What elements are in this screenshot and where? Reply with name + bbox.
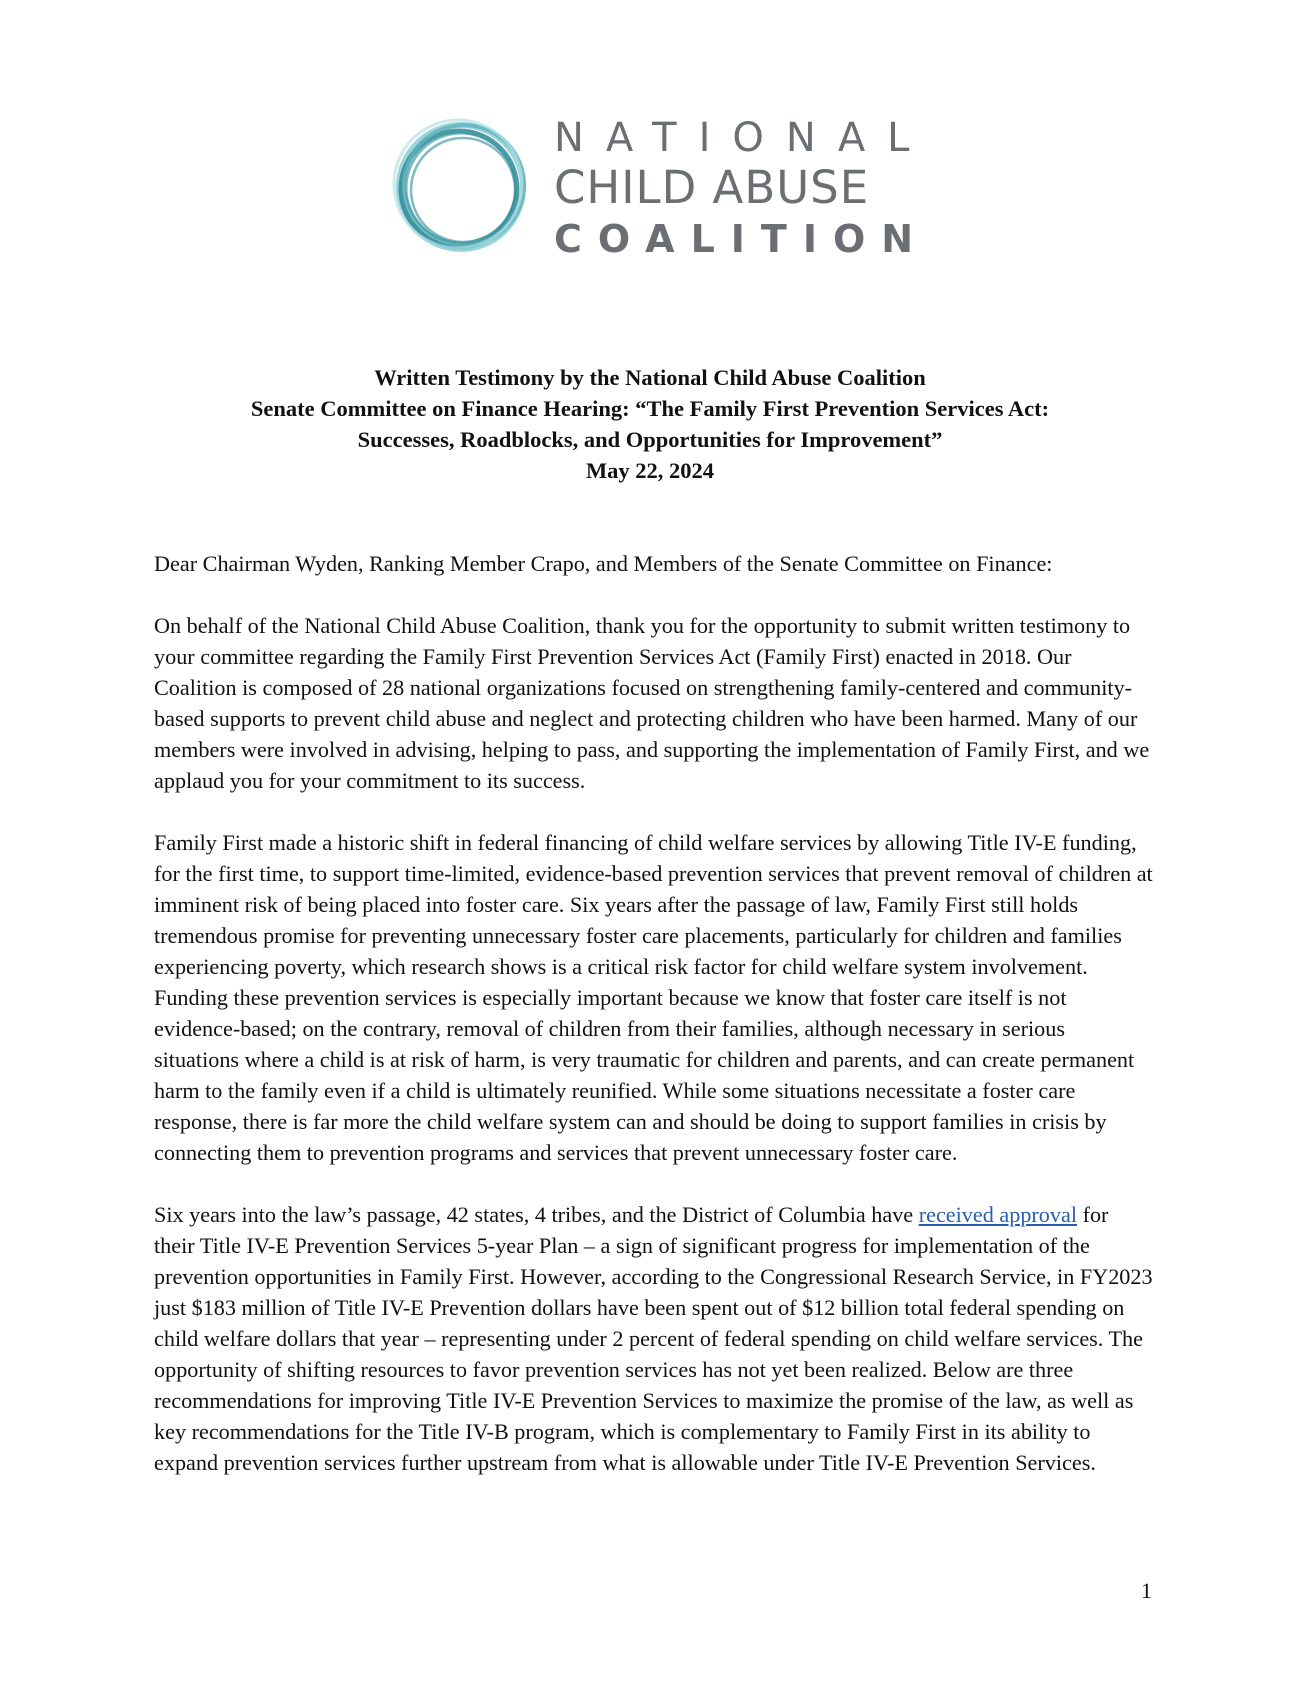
title-line-3: Successes, Roadblocks, and Opportunities for Improvement” bbox=[357, 427, 943, 452]
salutation: Dear Chairman Wyden, Ranking Member Crapo, and Members of the Senate Committee on Finance: bbox=[154, 551, 1053, 576]
page-number: 1 bbox=[1141, 1578, 1152, 1603]
document-body bbox=[154, 548, 1154, 1509]
paragraph-3-end: for their Title IV-E Prevention Services 5-year Plan – a sign of significant progress for implementation of the prevention opportunities in Family First. However, according to the Congressional Research Service, in FY2023 just $183 million of Title IV-E Prevention dollars have been spent out of $12 billion total federal spending on child welfare dollars that year – representing under 2 percent of federal spending on child welfare services. The opportunity of shifting resources to favor prevention services has not yet been realized. Below are three recommendations for improving Title IV-E Prevention Services to maximize the promise of the law, as well as key recommendations for the Title IV-B program, which is complementary to Family First in its ability to expand prevention services further upstream from what is allowable under Title IV-E Prevention Services. bbox=[154, 1202, 1153, 1475]
received-approval-link[interactable]: received approval bbox=[918, 1202, 1078, 1227]
logo-line-national: NATIONAL bbox=[554, 115, 932, 161]
logo-line-coalition: COALITION bbox=[554, 217, 930, 261]
title-line-1: Written Testimony by the National Child Abuse Coalition bbox=[374, 365, 926, 390]
paragraph-3-start: Six years into the law’s passage, 42 states, 4 tribes, and the District of Columbia have bbox=[154, 1202, 919, 1227]
coalition-logo bbox=[388, 108, 932, 261]
paragraph-2: Family First made a historic shift in federal financing of child welfare services by allowing Title IV-E funding, for the first time, to support time-limited, evidence-based prevention services that prevent removal of children at imminent risk of being placed into foster care. Six years after the passage of law, Family First still holds tremendous promise for preventing unnecessary foster care placements, particularly for children and families experiencing poverty, which research shows is a critical risk factor for child welfare system involvement. Funding these prevention services is especially important because we know that foster care itself is not evidence-based; on the contrary, removal of children from their families, although necessary in serious situations where a child is at risk of harm, is very traumatic for children and parents, and can create permanent harm to the family even if a child is ultimately reunified. While some situations necessitate a foster care response, there is far more the child welfare system can and should be doing to support families in crisis by connecting them to prevention programs and services that prevent unnecessary foster care. bbox=[154, 830, 1153, 1165]
title-date: May 22, 2024 bbox=[585, 458, 715, 483]
document-title bbox=[150, 362, 1150, 486]
paragraph-1: On behalf of the National Child Abuse Coalition, thank you for the opportunity to submit written testimony to your committee regarding the Family First Prevention Services Act (Family First) enacted in 2018. Our Coalition is composed of 28 national organizations focused on strengthening family-centered and community-based supports to prevent child abuse and neglect and protecting children who have been harmed. Many of our members were involved in advising, helping to pass, and supporting the implementation of Family First, and we applaud you for your commitment to its success. bbox=[154, 613, 1150, 793]
logo-line-child-abuse: CHILD ABUSE bbox=[554, 161, 870, 214]
ring-logo-icon bbox=[388, 114, 534, 260]
paragraph-3 bbox=[154, 1199, 1154, 1478]
title-line-2: Senate Committee on Finance Hearing: “The Family First Prevention Services Act: bbox=[250, 396, 1050, 421]
logo-wordmark bbox=[554, 116, 931, 262]
